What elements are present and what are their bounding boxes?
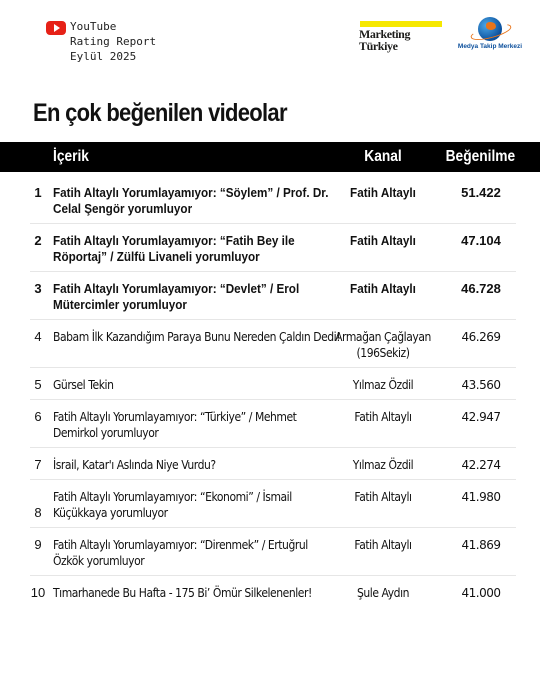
row-rank: 2: [34, 233, 42, 248]
row-channel: Fatih Altaylı: [350, 185, 416, 200]
table-row: [0, 576, 540, 624]
row-title: Fatih Altaylı Yorumlayamıyor: “Devlet” / Erol Mütercimler yorumluyor: [53, 281, 300, 312]
row-rank: 4: [34, 329, 42, 344]
row-rank: 3: [34, 281, 42, 296]
header-channel: Kanal: [364, 148, 402, 165]
youtube-icon: [46, 21, 66, 35]
medya-takip-name: Medya Takip Merkezi: [457, 43, 523, 50]
row-title: Fatih Altaylı Yorumlayamıyor: “Direnmek” / Ertuğrul Özkök yorumluyor: [53, 538, 308, 568]
row-title: Gürsel Tekin: [53, 378, 114, 392]
row-channel: Fatih Altaylı: [354, 410, 412, 424]
table-row: [0, 480, 540, 528]
row-rank: 10: [30, 585, 46, 600]
table-row: [0, 176, 540, 224]
header-content: İçerik: [53, 148, 89, 165]
table-header: [0, 142, 540, 172]
table-row: [0, 224, 540, 272]
row-channel: Fatih Altaylı: [354, 490, 412, 504]
brand-line-period: Eylül 2025: [70, 50, 137, 63]
row-likes: 43.560: [461, 378, 501, 392]
page-title: En çok beğenilen videolar: [33, 99, 287, 127]
table-row: [0, 320, 540, 368]
row-likes: 41.869: [461, 538, 501, 552]
table-row: [0, 528, 540, 576]
marketing-turkiye-logo: [359, 21, 443, 55]
row-channel: Fatih Altaylı: [350, 233, 416, 248]
row-likes: 42.947: [461, 410, 501, 424]
brand-line-name: YouTube: [70, 20, 117, 33]
table-row: [0, 400, 540, 448]
row-likes: 41.980: [461, 490, 501, 504]
row-rank: 5: [34, 377, 42, 392]
medya-takip-logo: [455, 17, 525, 59]
header-likes: Beğenilme: [445, 148, 516, 165]
row-channel: Fatih Altaylı: [354, 538, 412, 552]
row-title: Fatih Altaylı Yorumlayamıyor: “Ekonomi” / İsmail Küçükkaya yorumluyor: [53, 490, 292, 520]
row-title: Fatih Altaylı Yorumlayamıyor: “Söylem” / Prof. Dr. Celal Şengör yorumluyor: [53, 185, 329, 216]
row-rank: 8: [34, 505, 42, 520]
table-row: [0, 272, 540, 320]
row-title: İsrail, Katar'ı Aslında Niye Vurdu?: [53, 458, 216, 472]
row-rank: 7: [34, 457, 42, 472]
row-likes: 47.104: [461, 233, 501, 248]
row-channel: Fatih Altaylı: [350, 281, 416, 296]
row-title: Fatih Altaylı Yorumlayamıyor: “Fatih Bey ile Röportaj” / Zülfü Livaneli yorumluyor: [53, 233, 295, 264]
row-likes: 46.269: [461, 330, 501, 344]
row-title: Tımarhanede Bu Hafta - 175 Bi’ Ömür Silkelenenler!: [53, 586, 312, 600]
row-channel: Yılmaz Özdil: [352, 378, 414, 392]
row-rank: 1: [34, 185, 42, 200]
row-likes: 41.000: [461, 586, 501, 600]
row-rank: 6: [34, 409, 42, 424]
brand-lines: [70, 19, 156, 64]
row-title: Babam İlk Kazandığım Paraya Bunu Nereden Çaldın Dedi!: [53, 330, 341, 344]
logo-line-2: Türkiye: [359, 39, 398, 53]
row-title: Fatih Altaylı Yorumlayamıyor: “Türkiye” / Mehmet Demirkol yorumluyor: [53, 410, 297, 440]
row-channel: Şule Aydın: [356, 586, 410, 600]
table-row: [0, 368, 540, 400]
row-channel: Yılmaz Özdil: [352, 458, 414, 472]
row-rank: 9: [34, 537, 42, 552]
logo-text: [359, 28, 410, 52]
row-likes: 46.728: [461, 281, 501, 296]
row-likes: 42.274: [461, 458, 501, 472]
row-likes: 51.422: [461, 185, 501, 200]
row-channel: Armağan Çağlayan (196Sekiz): [335, 330, 431, 360]
table-row: [0, 448, 540, 480]
brand-line-report: Rating Report: [70, 35, 157, 48]
logo-line-1: Marketing: [359, 27, 411, 41]
